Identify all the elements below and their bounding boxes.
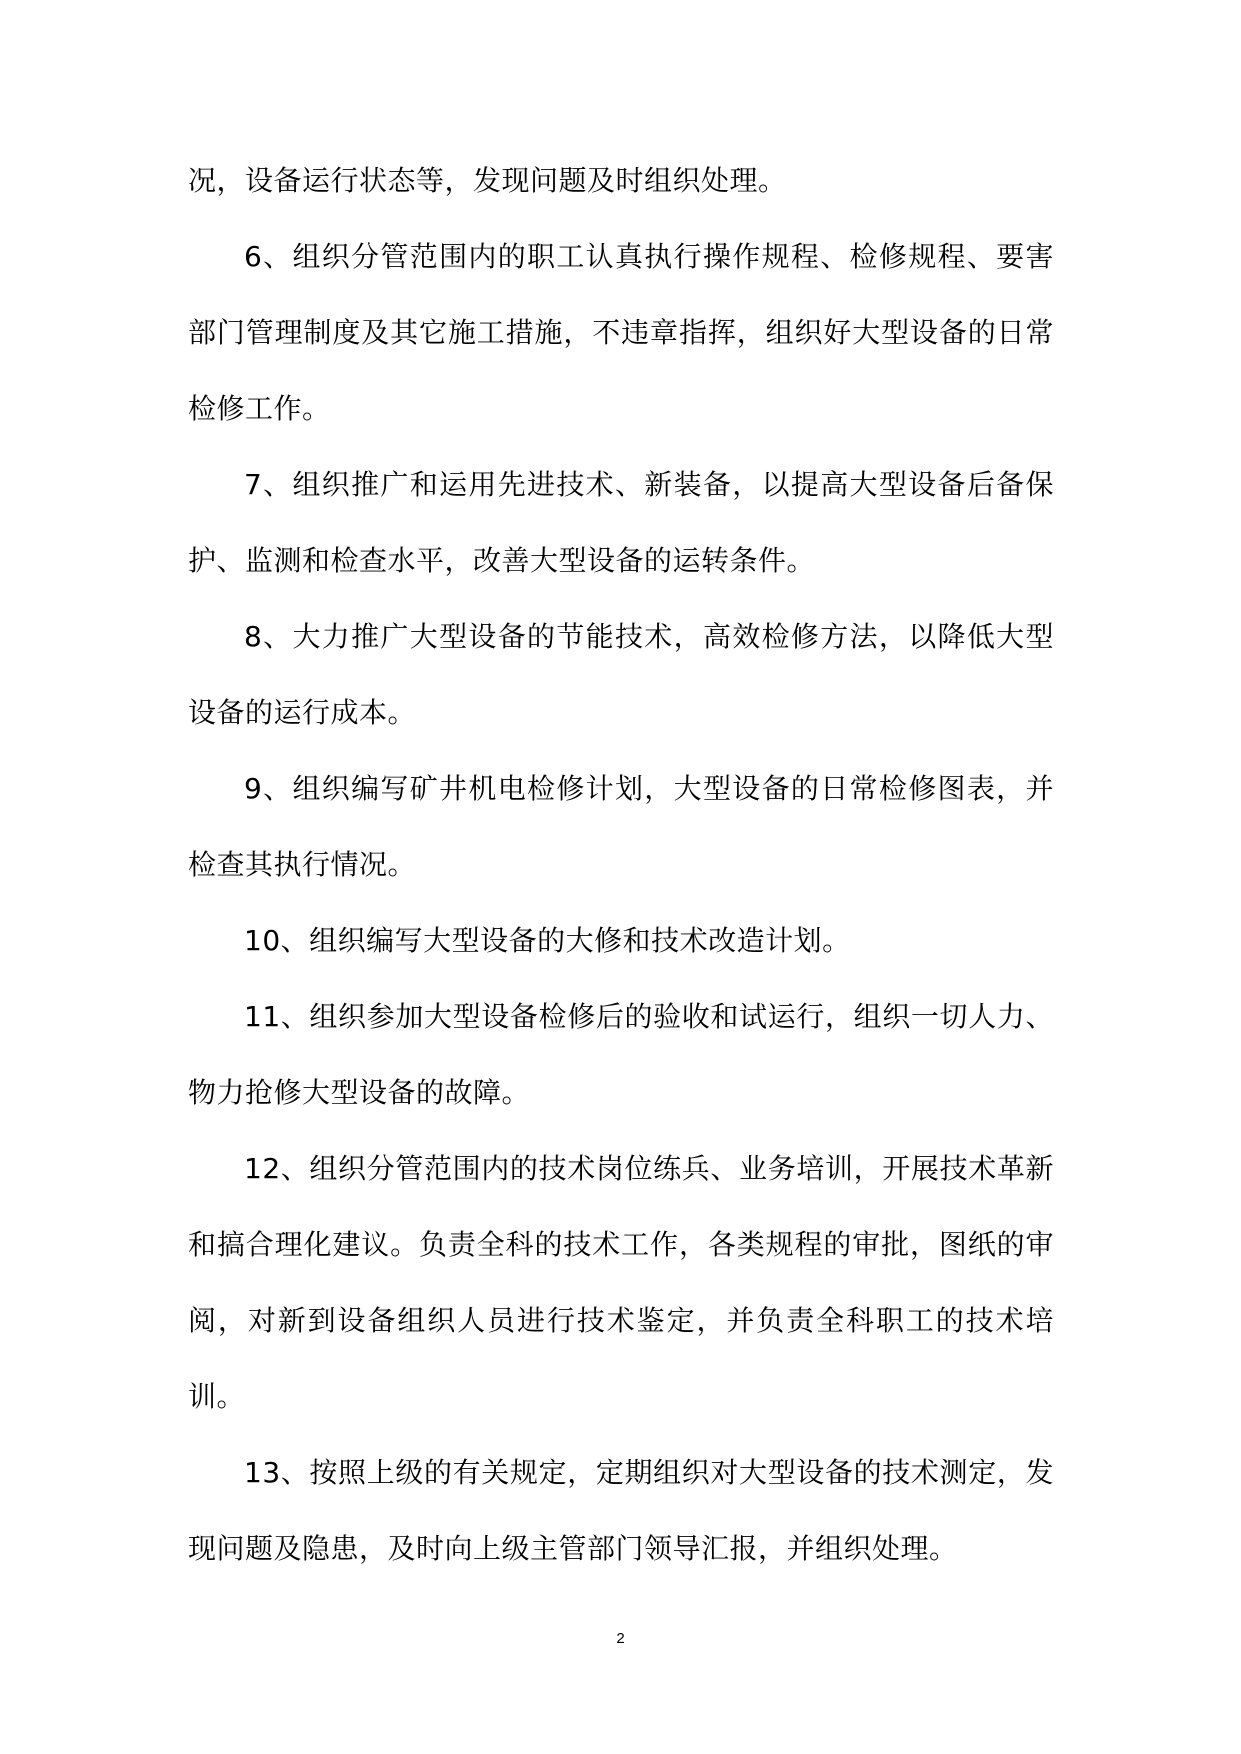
document-body [188,143,1054,1587]
paragraph-item-8: 8、大力推广大型设备的节能技术，高效检修方法，以降低大型设备的运行成本。 [188,620,1054,729]
paragraph-item-6: 6、组织分管范围内的职工认真执行操作规程、检修规程、要害部门管理制度及其它施工措施，不违章指挥，组织好大型设备的日常检修工作。 [188,240,1054,425]
paragraph-continuation: 况，设备运行状态等，发现问题及时组织处理。 [188,164,787,197]
paragraph-item-12: 12、组织分管范围内的技术岗位练兵、业务培训，开展技术革新和搞合理化建议。负责全科的技术工作，各类规程的审批，图纸的审阅，对新到设备组织人员进行技术鉴定，并负责全科职工的技术培训。 [188,1152,1054,1413]
paragraph-item-7: 7、组织推广和运用先进技术、新装备，以提高大型设备后备保护、监测和检查水平，改善大型设备的运转条件。 [188,468,1054,577]
paragraph-item-11: 11、组织参加大型设备检修后的验收和试运行，组织一切人力、物力抢修大型设备的故障。 [188,1000,1054,1109]
paragraph-item-9: 9、组织编写矿井机电检修计划，大型设备的日常检修图表，并检查其执行情况。 [188,772,1054,881]
paragraph-item-10: 10、组织编写大型设备的大修和技术改造计划。 [244,924,851,957]
page-number: 2 [616,1630,625,1647]
paragraph-item-13: 13、按照上级的有关规定，定期组织对大型设备的技术测定，发现问题及隐患，及时向上级主管部门领导汇报，并组织处理。 [188,1456,1054,1565]
